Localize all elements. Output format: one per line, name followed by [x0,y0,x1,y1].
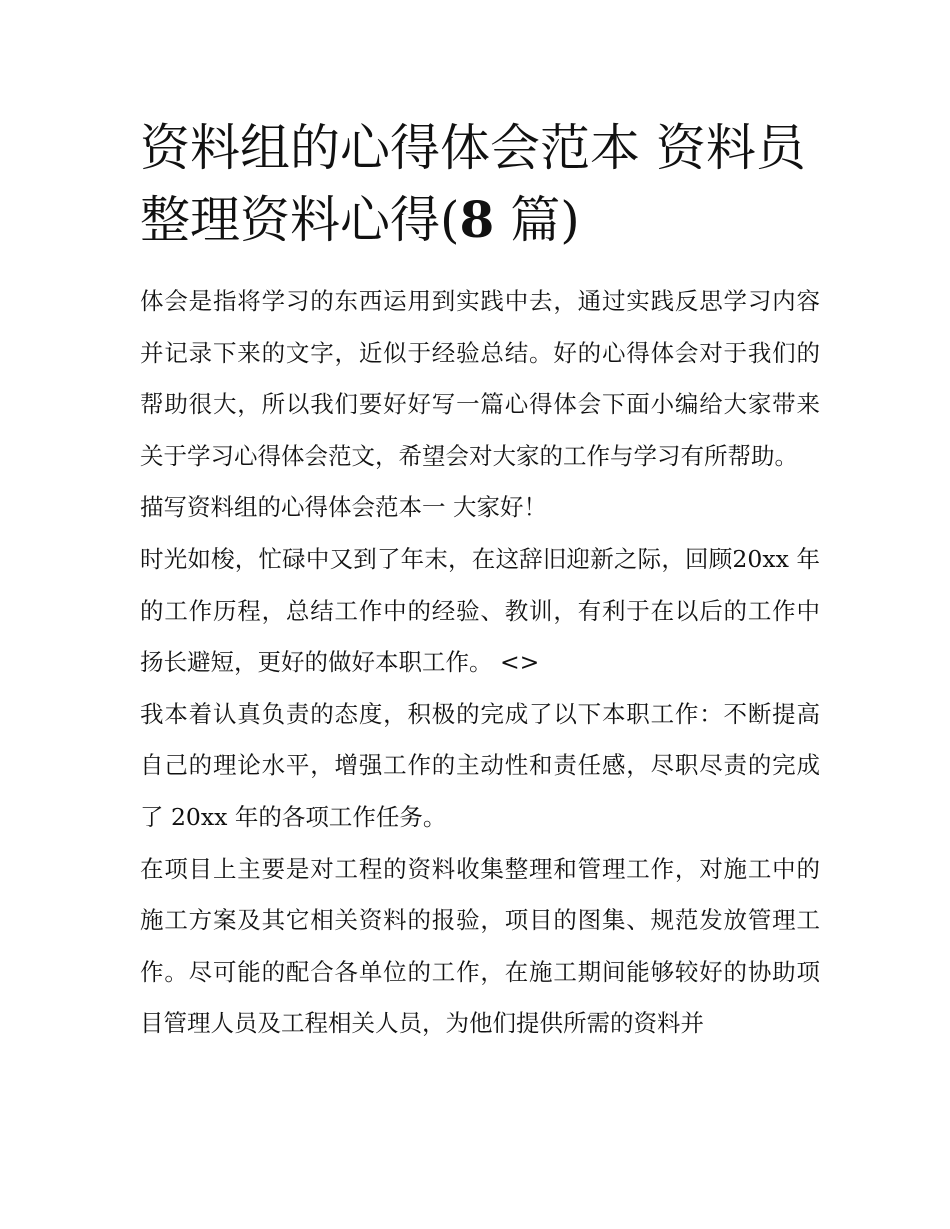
title-line-2-suffix: 篇) [494,191,580,249]
paragraph-greeting: 描写资料组的心得体会范本一 大家好！ [140,493,547,522]
paragraph-intro: 体会是指将学习的东西运用到实践中去，通过实践反思学习内容并记录下来的文字，近似于经验总结。好的心得体会对于我们的帮助很大，所以我们要好好写一篇心得体会下面小编给大家带来关于学习心得体会范文，希望会对大家的工作与学习有所帮助。 [140,287,820,470]
document-body [140,276,820,1050]
title-line-2-prefix: 整理资料心得( [140,191,460,249]
paragraph-duties: 我本着认真负责的态度，积极的完成了以下本职工作：不断提高自己的理论水平，增强工作的主动性和责任感，尽职尽责的完成了 20xx 年的各项工作任务。 [140,699,820,831]
paragraph-project-work: 在项目上主要是对工程的资料收集整理和管理工作，对施工中的施工方案及其它相关资料的报验，项目的图集、规范发放管理工作。尽可能的配合各单位的工作，在施工期间能够较好的协助项目管理人员及工程相关人员，为他们提供所需的资料并 [140,854,820,1038]
document-title [140,112,820,256]
paragraph-review: 时光如梭，忙碌中又到了年末，在这辞旧迎新之际，回顾20xx 年的工作历程，总结工作中的经验、教训，有利于在以后的工作中扬长避短，更好的做好本职工作。 <> [140,544,820,677]
title-line-1: 资料组的心得体会范本 资料员 [140,119,806,177]
title-article-count: 8 [459,190,495,249]
